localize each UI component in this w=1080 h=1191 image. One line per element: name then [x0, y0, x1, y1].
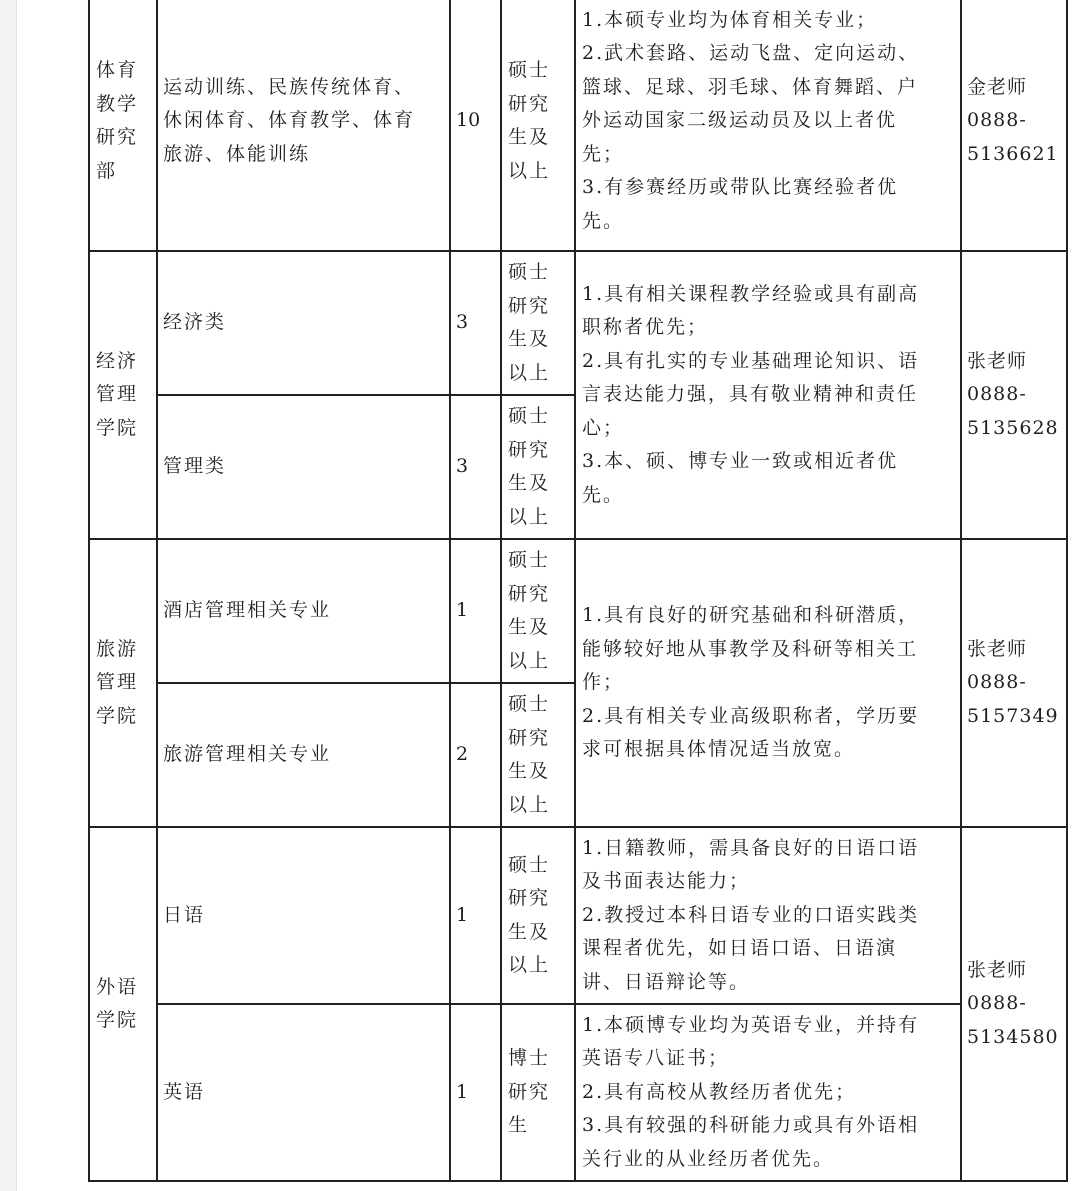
contact-phone: 0888-: [967, 992, 1027, 1015]
requirements-cell: 1.具有相关课程教学经验或具有副高 职称者优先； 2.具有扎实的专业基础理论知识、语 言表达能力强，具有敬业精神和责任 心； 3.本、硕、博专业一致或相近者优 先。: [575, 251, 961, 539]
major-cell: 运动训练、民族传统体育、 休闲体育、体育教学、体育 旅游、体能训练: [157, 0, 450, 251]
contact-cell: 张老师 0888- 5134580: [961, 827, 1067, 1181]
education-cell: 硕士 研究 生及 以上: [501, 0, 575, 251]
count-cell: 1: [450, 1004, 501, 1181]
education-cell: 博士 研究 生: [501, 1004, 575, 1181]
contact-phone: 0888-: [967, 109, 1027, 132]
major-cell: 日语: [157, 827, 450, 1004]
table-row: [89, 827, 1067, 1004]
contact-phone: 0888-: [967, 671, 1027, 694]
contact-cell: 张老师 0888- 5135628: [961, 251, 1067, 539]
major-cell: 经济类: [157, 251, 450, 395]
major-cell: 英语: [157, 1004, 450, 1181]
department-cell: 体育 教学 研究 部: [89, 0, 157, 251]
table-row: [89, 539, 1067, 683]
requirements-cell: 1.本硕专业均为体育相关专业； 2.武术套路、运动飞盘、定向运动、 篮球、足球、羽毛球、体育舞蹈、户 外运动国家二级运动员及以上者优 先； 3.有参赛经历或带队比赛经验者优 先。: [575, 0, 961, 251]
requirements-cell: 1.本硕博专业均为英语专业，并持有 英语专八证书； 2.具有高校从教经历者优先； 3.具有较强的科研能力或具有外语相 关行业的从业经历者优先。: [575, 1004, 961, 1181]
contact-name: 张老师: [967, 637, 1028, 660]
table-row: [89, 0, 1067, 251]
table-row: [89, 251, 1067, 395]
count-cell: 1: [450, 827, 501, 1004]
table-row: [89, 1004, 1067, 1181]
major-cell: 管理类: [157, 395, 450, 539]
education-cell: 硕士 研究 生及 以上: [501, 251, 575, 395]
count-cell: 3: [450, 395, 501, 539]
education-cell: 硕士 研究 生及 以上: [501, 827, 575, 1004]
education-cell: 硕士 研究 生及 以上: [501, 539, 575, 683]
education-cell: 硕士 研究 生及 以上: [501, 395, 575, 539]
major-cell: 酒店管理相关专业: [157, 539, 450, 683]
education-cell: 硕士 研究 生及 以上: [501, 683, 575, 827]
page-left-margin: [0, 0, 17, 1191]
contact-name: 张老师: [967, 958, 1028, 981]
contact-phone: 0888-: [967, 383, 1027, 406]
requirements-cell: 1.日籍教师，需具备良好的日语口语 及书面表达能力； 2.教授过本科日语专业的口语实践类 课程者优先，如日语口语、日语演 讲、日语辩论等。: [575, 827, 961, 1004]
count-cell: 1: [450, 539, 501, 683]
contact-cell: 金老师 0888- 5136621: [961, 0, 1067, 251]
major-cell: 旅游管理相关专业: [157, 683, 450, 827]
department-cell: 旅游 管理 学院: [89, 539, 157, 827]
contact-name: 张老师: [967, 349, 1028, 372]
department-cell: 经济 管理 学院: [89, 251, 157, 539]
recruitment-table: [88, 0, 1068, 1182]
department-cell: 外语 学院: [89, 827, 157, 1181]
contact-cell: 张老师 0888- 5157349: [961, 539, 1067, 827]
count-cell: 2: [450, 683, 501, 827]
requirements-cell: 1.具有良好的研究基础和科研潜质， 能够较好地从事教学及科研等相关工 作； 2.具有相关专业高级职称者，学历要 求可根据具体情况适当放宽。: [575, 539, 961, 827]
count-cell: 10: [450, 0, 501, 251]
count-cell: 3: [450, 251, 501, 395]
contact-name: 金老师: [967, 75, 1028, 98]
